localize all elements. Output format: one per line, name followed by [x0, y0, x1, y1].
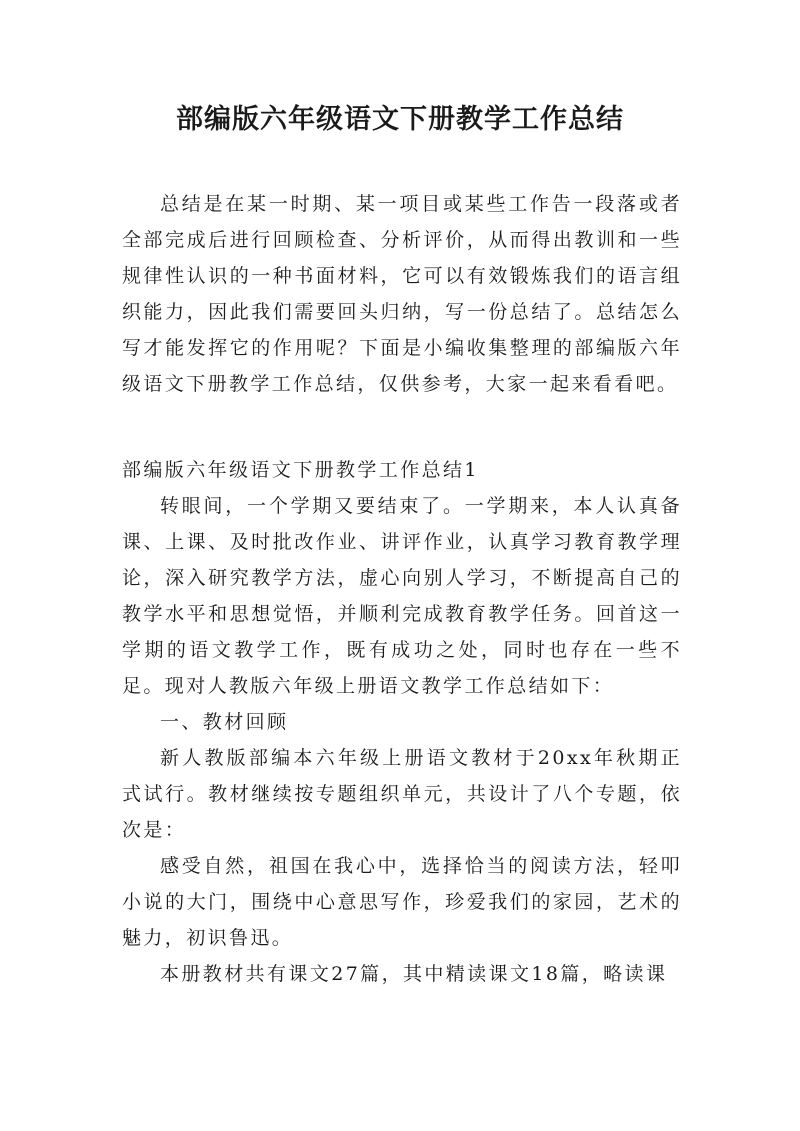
intro-block	[122, 186, 682, 402]
body-paragraph: 新人教版部编本六年级上册语文教材于20xx年秋期正式试行。教材继续按专题组织单元，共设计了八个专题，依次是：	[122, 747, 682, 841]
body-paragraph: 本册教材共有课文27篇，其中精读课文18篇，略读课	[160, 963, 668, 985]
body-paragraph: 转眼间，一个学期又要结束了。一学期来，本人认真备课、上课、及时批改作业、讲评作业，认真学习教育教学理论，深入研究教学方法，虚心向别人学习，不断提高自己的教学水平和思想觉悟，并顺利完成教育教学任务。回首这一学期的语文教学工作，既有成功之处，同时也存在一些不足。现对人教版六年级上册语文教学工作总结如下：	[122, 495, 682, 697]
subheading-textbook-review: 一、教材回顾	[160, 711, 289, 733]
section-heading: 部编版六年级语文下册教学工作总结1	[122, 459, 479, 481]
document-title: 部编版六年级语文下册教学工作总结	[176, 104, 624, 135]
body-paragraph: 感受自然，祖国在我心中，选择恰当的阅读方法，轻叩小说的大门，围绕中心意思写作，珍爱我们的家园，艺术的魅力，初识鲁迅。	[122, 855, 682, 949]
intro-paragraph: 总结是在某一时期、某一项目或某些工作告一段落或者全部完成后进行回顾检查、分析评价，从而得出教训和一些规律性认识的一种书面材料，它可以有效锻炼我们的语言组织能力，因此我们需要回头归纳，写一份总结了。总结怎么写才能发挥它的作用呢？下面是小编收集整理的部编版六年级语文下册教学工作总结，仅供参考，大家一起来看看吧。	[122, 193, 682, 395]
section-block	[122, 452, 682, 992]
